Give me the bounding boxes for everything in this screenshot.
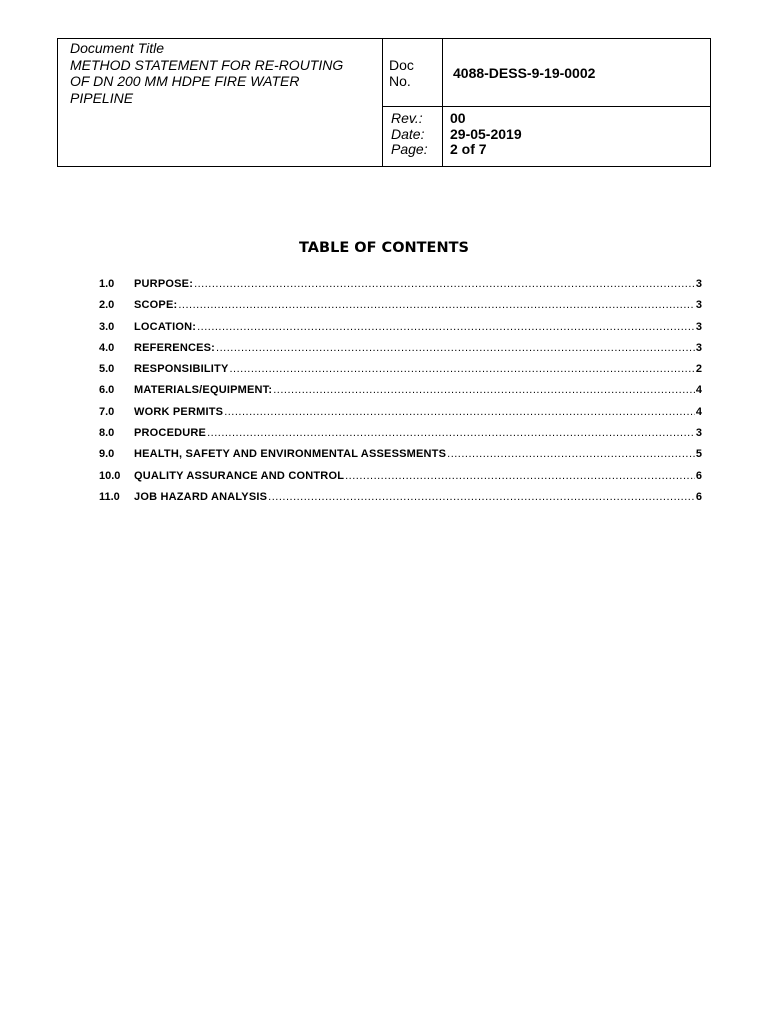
toc-entry-label[interactable]: LOCATION: xyxy=(134,320,197,333)
document-title-line: PIPELINE xyxy=(70,89,134,106)
toc-entry-label[interactable]: PROCEDURE xyxy=(134,427,207,440)
toc-entry[interactable] xyxy=(99,448,702,469)
toc-entry-label[interactable]: QUALITY ASSURANCE AND CONTROL xyxy=(134,469,345,482)
page-value: 2 of 7 xyxy=(450,141,487,157)
toc-entry-label[interactable]: REFERENCES: xyxy=(134,341,216,354)
toc-entry-label[interactable]: WORK PERMITS xyxy=(134,405,224,418)
toc-entry-page: 5 xyxy=(695,448,702,461)
toc-entry-page: 3 xyxy=(695,427,702,440)
document-title-label: Document Title xyxy=(70,40,165,56)
toc-entry-page: 3 xyxy=(695,278,702,290)
toc-leader-dots xyxy=(273,384,695,396)
doc-no-label: No. xyxy=(389,73,411,89)
toc-entry-label[interactable]: JOB HAZARD ANALYSIS xyxy=(134,490,268,503)
document-title-cell xyxy=(58,39,383,167)
toc-entry[interactable] xyxy=(99,427,702,448)
document-title-line: METHOD STATEMENT FOR RE-ROUTING xyxy=(70,56,344,73)
toc-entry-page: 3 xyxy=(695,299,702,312)
toc-entry-number: 6.0 xyxy=(99,384,115,397)
toc-entry[interactable] xyxy=(99,321,702,342)
meta-values-cell xyxy=(443,107,711,167)
toc-entry-page: 2 xyxy=(695,363,702,376)
doc-no-value: 4088-DESS-9-19-0002 xyxy=(443,39,711,107)
rev-value: 00 xyxy=(450,110,466,126)
toc-leader-dots xyxy=(224,406,695,418)
table-of-contents xyxy=(99,278,702,512)
toc-entry-label[interactable]: RESPONSIBILITY xyxy=(134,363,229,376)
toc-entry-page: 6 xyxy=(695,469,702,482)
meta-labels-cell xyxy=(383,107,443,167)
document-header-table xyxy=(57,38,711,167)
doc-no-label: Doc xyxy=(389,57,414,73)
date-label: Date: xyxy=(391,125,425,142)
toc-entry-page: 3 xyxy=(695,320,702,333)
toc-entry-label[interactable]: SCOPE: xyxy=(134,299,178,312)
toc-entry[interactable] xyxy=(99,491,702,512)
toc-leader-dots xyxy=(229,363,694,375)
toc-entry[interactable] xyxy=(99,342,702,363)
toc-entry-page: 6 xyxy=(695,490,702,503)
document-title-line: OF DN 200 MM HDPE FIRE WATER xyxy=(70,73,300,89)
toc-entry-page: 4 xyxy=(695,384,702,397)
toc-entry-number: 11.0 xyxy=(99,490,120,503)
toc-entry-number: 7.0 xyxy=(99,405,115,418)
page-label: Page: xyxy=(391,141,428,157)
toc-entry-number: 10.0 xyxy=(99,469,121,482)
toc-entry[interactable] xyxy=(99,363,702,384)
toc-entry-number: 1.0 xyxy=(99,278,115,290)
toc-entry-number: 2.0 xyxy=(99,299,115,312)
toc-entry-number: 5.0 xyxy=(99,363,115,376)
toc-entry[interactable] xyxy=(99,470,702,491)
toc-leader-dots xyxy=(268,491,695,503)
doc-no-label-cell xyxy=(383,39,443,107)
toc-leader-dots xyxy=(197,321,695,333)
toc-entry[interactable] xyxy=(99,278,702,299)
toc-entry-label[interactable]: HEALTH, SAFETY AND ENVIRONMENTAL ASSESSMENTS xyxy=(134,448,447,461)
rev-label: Rev.: xyxy=(391,110,423,126)
toc-entry-page: 3 xyxy=(695,341,702,354)
date-value: 29-05-2019 xyxy=(450,125,522,142)
toc-leader-dots xyxy=(178,299,695,311)
toc-entry-label[interactable]: MATERIALS/EQUIPMENT: xyxy=(134,384,273,397)
toc-entry-number: 4.0 xyxy=(99,341,115,354)
toc-leader-dots xyxy=(447,448,695,460)
toc-entry-number: 8.0 xyxy=(99,427,115,440)
toc-leader-dots xyxy=(345,470,695,482)
toc-entry-number: 9.0 xyxy=(99,448,115,461)
toc-title: TABLE OF CONTENTS xyxy=(299,240,469,256)
toc-leader-dots xyxy=(216,342,695,354)
toc-entry[interactable] xyxy=(99,406,702,427)
toc-entry[interactable] xyxy=(99,384,702,405)
toc-entry-page: 4 xyxy=(695,405,702,418)
toc-leader-dots xyxy=(194,278,695,290)
toc-entry[interactable] xyxy=(99,299,702,320)
toc-leader-dots xyxy=(207,427,695,439)
toc-entry-label[interactable]: PURPOSE: xyxy=(134,278,194,290)
toc-entry-number: 3.0 xyxy=(99,320,115,333)
